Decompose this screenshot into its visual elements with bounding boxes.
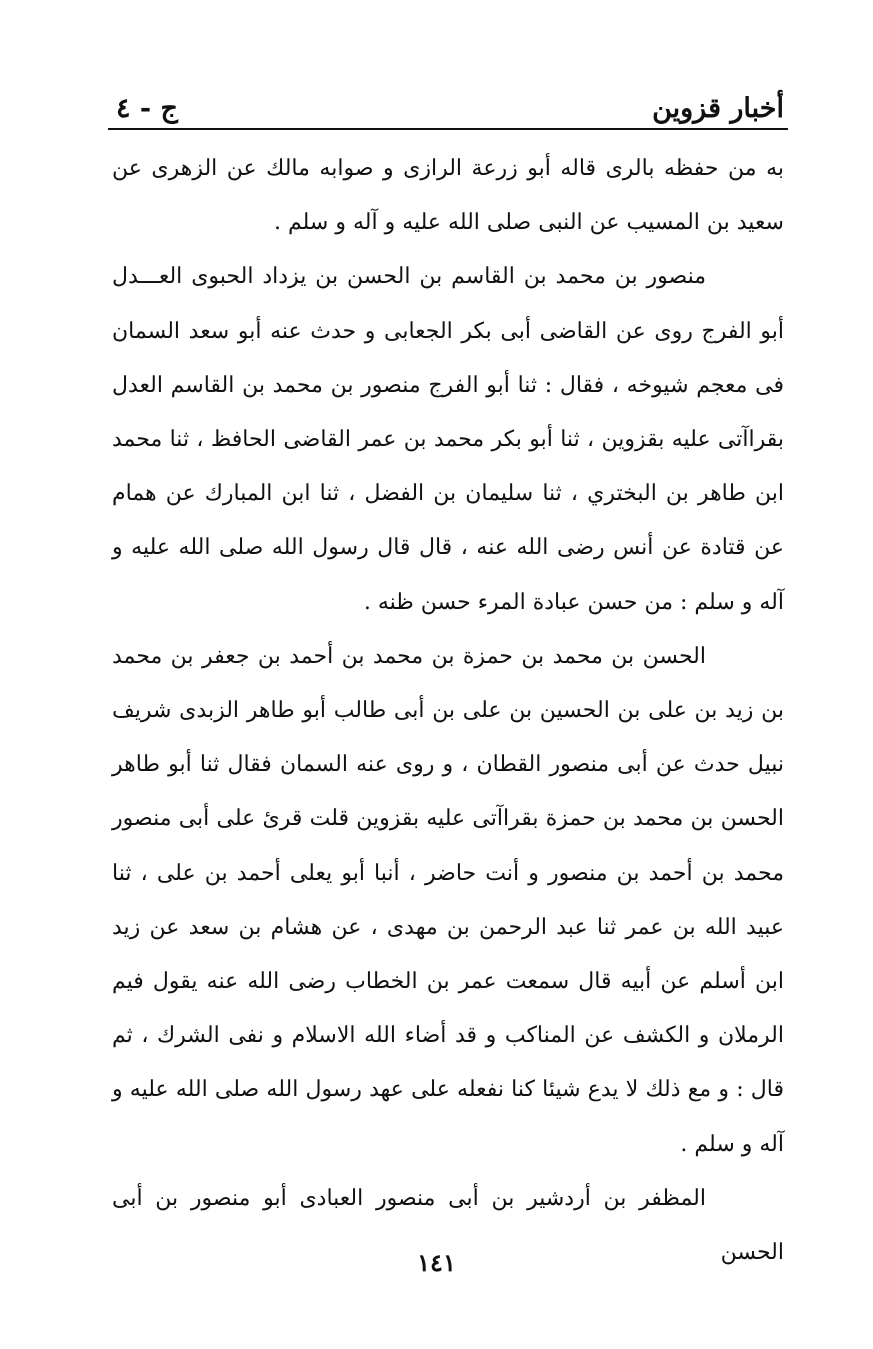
page-number: ١٤١ <box>417 1248 456 1277</box>
book-title: أخبار قزوين <box>652 93 784 124</box>
paragraph-continuation: به من حفظه بالرى قاله أبو زرعة الرازى و صوابه مالك عن الزهرى عن سعيد بن المسيب عن النبى صلى الله عليه و آله و سلم . <box>112 156 784 236</box>
running-header <box>112 92 784 126</box>
header-rule <box>108 128 788 130</box>
body-text <box>112 142 784 1280</box>
paragraph-entry-hasan: الحسن بن محمد بن حمزة بن محمد بن أحمد بن جعفر بن محمد بن زيد بن على بن الحسين بن على بن أبى طالب أبو طاهر الزبدى شريف نبيل حدث عن أبى منصور القطان ، و روى عنه السمان فقال ثنا أبو طاهر الحسن بن محمد بن حمزة بقراآتى عليه بقزوين قلت قرئ على أبى منصور محمد بن أحمد بن منصور و أنت حاضر ، أنبا أبو يعلى أحمد بن على ، ثنا عبيد الله بن عمر ثنا عبد الرحمن بن مهدى ، عن هشام بن سعد عن زيد ابن أسلم عن أبيه قال سمعت عمر بن الخطاب رضى الله عنه يقول فيم الرملان و الكشف عن المناكب و قد أضاء الله الاسلام و نفى الشرك ، ثم قال : و مع ذلك لا يدع شيئا كنا نفعله على عهد رسول الله صلى الله عليه و آله و سلم . <box>112 643 784 1157</box>
paragraph-entry-muzaffar: المظفر بن أردشير بن أبى منصور العبادى أبو منصور بن أبى الحسن <box>112 1185 784 1266</box>
volume-number: ج - ٤ <box>116 93 178 124</box>
paragraph-entry-mansur: منصور بن محمد بن القاسم بن الحسن بن يزداد الحبوى العـــدل أبو الفرج روى عن القاضى أبى بكر الجعابى و حدث عنه أبو سعد السمان فى معجم شيوخه ، فقال : ثنا أبو الفرج منصور بن محمد بن القاسم العدل بقراآتى عليه بقزوين ، ثنا أبو بكر محمد بن عمر القاضى الحافظ ، ثنا محمد ابن طاهر بن البختري ، ثنا سليمان بن الفضل ، ثنا ابن المبارك عن همام عن قتادة عن أنس رضى الله عنه ، قال قال رسول الله صلى الله عليه و آله و سلم : من حسن عبادة المرء حسن ظنه . <box>112 264 784 615</box>
